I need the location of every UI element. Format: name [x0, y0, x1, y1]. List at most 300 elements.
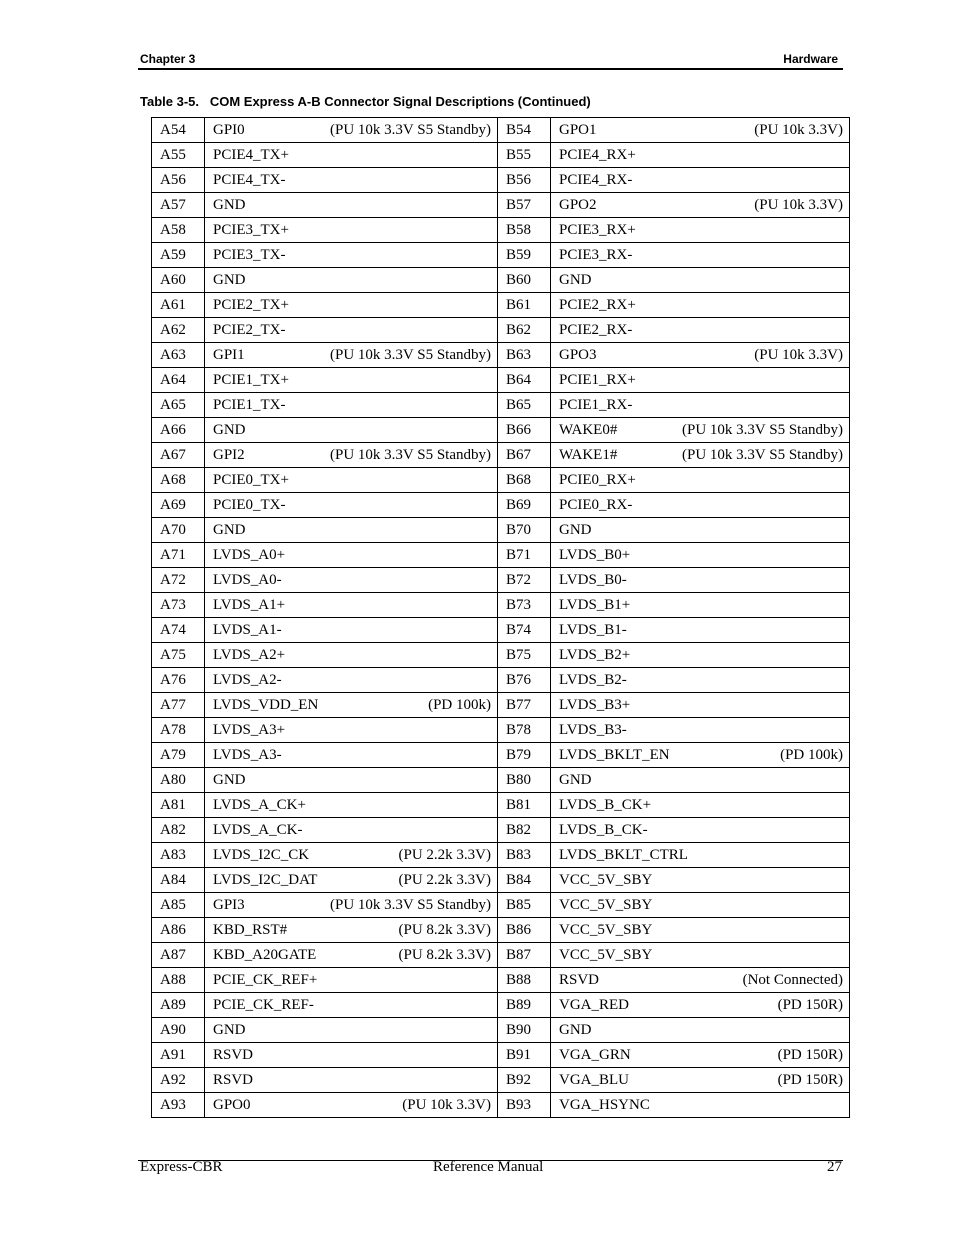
row-a-pin: A61 [152, 293, 205, 318]
signal-name: LVDS_B2+ [559, 646, 631, 663]
row-a-pin: A77 [152, 693, 205, 718]
row-a-pin: A56 [152, 168, 205, 193]
row-b-signal [551, 168, 850, 193]
table-row [152, 693, 850, 718]
row-a-signal [205, 268, 498, 293]
row-b-signal [551, 743, 850, 768]
row-a-pin: A75 [152, 643, 205, 668]
row-b-pin: B59 [498, 243, 551, 268]
row-b-signal [551, 643, 850, 668]
row-a-signal [205, 643, 498, 668]
signal-name: LVDS_VDD_EN [213, 696, 319, 713]
signal-name: PCIE3_TX- [213, 246, 286, 263]
row-a-pin: A87 [152, 943, 205, 968]
signal-note: (PU 10k 3.3V S5 Standby) [330, 446, 491, 463]
row-a-pin: A67 [152, 443, 205, 468]
table-row [152, 1068, 850, 1093]
row-b-pin: B54 [498, 118, 551, 143]
signal-note: (PD 150R) [777, 996, 843, 1013]
row-b-signal [551, 693, 850, 718]
row-a-signal [205, 743, 498, 768]
signal-name: GND [213, 421, 246, 438]
signal-note: (PU 10k 3.3V) [754, 346, 843, 363]
table-row [152, 168, 850, 193]
row-b-pin: B90 [498, 1018, 551, 1043]
table-row [152, 518, 850, 543]
row-a-signal [205, 368, 498, 393]
row-b-pin: B60 [498, 268, 551, 293]
signal-table-body [152, 118, 850, 1118]
signal-name: PCIE4_TX- [213, 171, 286, 188]
row-b-signal [551, 668, 850, 693]
row-a-pin: A79 [152, 743, 205, 768]
header-rule [138, 68, 843, 70]
signal-name: LVDS_A3- [213, 746, 282, 763]
row-b-pin: B71 [498, 543, 551, 568]
row-b-pin: B61 [498, 293, 551, 318]
row-a-signal [205, 343, 498, 368]
table-row [152, 493, 850, 518]
row-a-pin: A70 [152, 518, 205, 543]
signal-note: (PU 10k 3.3V S5 Standby) [682, 446, 843, 463]
row-b-signal [551, 368, 850, 393]
table-row [152, 318, 850, 343]
row-b-pin: B69 [498, 493, 551, 518]
row-a-pin: A55 [152, 143, 205, 168]
row-b-pin: B93 [498, 1093, 551, 1118]
row-b-signal [551, 1093, 850, 1118]
row-b-pin: B58 [498, 218, 551, 243]
row-b-pin: B78 [498, 718, 551, 743]
table-row [152, 893, 850, 918]
signal-name: GND [213, 1021, 246, 1038]
signal-name: RSVD [213, 1071, 254, 1088]
signal-name: WAKE1# [559, 446, 618, 463]
row-b-signal [551, 818, 850, 843]
signal-name: GPI2 [213, 446, 245, 463]
signal-name: PCIE4_TX+ [213, 146, 289, 163]
row-b-pin: B89 [498, 993, 551, 1018]
signal-name: GND [213, 196, 246, 213]
page-number: 27 [827, 1159, 842, 1175]
signal-name: LVDS_B3- [559, 721, 627, 738]
signal-name: LVDS_A1- [213, 621, 282, 638]
row-b-pin: B65 [498, 393, 551, 418]
row-a-signal [205, 893, 498, 918]
signal-name: RSVD [559, 971, 600, 988]
signal-name: LVDS_B3+ [559, 696, 631, 713]
row-a-pin: A68 [152, 468, 205, 493]
table-row [152, 1043, 850, 1068]
row-a-signal [205, 1068, 498, 1093]
signal-name: LVDS_B0+ [559, 546, 631, 563]
table-caption: Table 3-5. COM Express A-B Connector Signal Descriptions (Continued) [140, 94, 591, 109]
signal-name: PCIE2_RX+ [559, 296, 636, 313]
signal-name: KBD_RST# [213, 921, 288, 938]
row-a-signal [205, 443, 498, 468]
signal-name: PCIE0_RX- [559, 496, 633, 513]
table-row [152, 218, 850, 243]
row-b-pin: B73 [498, 593, 551, 618]
row-b-signal [551, 968, 850, 993]
row-b-pin: B84 [498, 868, 551, 893]
signal-name: LVDS_B_CK+ [559, 796, 652, 813]
row-a-signal [205, 668, 498, 693]
table-row [152, 443, 850, 468]
row-b-signal [551, 543, 850, 568]
signal-note: (PU 10k 3.3V) [402, 1096, 491, 1113]
signal-name: VCC_5V_SBY [559, 946, 653, 963]
row-a-signal [205, 468, 498, 493]
signal-note: (PU 10k 3.3V) [754, 121, 843, 138]
table-row [152, 418, 850, 443]
signal-note: (PU 10k 3.3V S5 Standby) [330, 896, 491, 913]
signal-name: WAKE0# [559, 421, 618, 438]
row-a-signal [205, 793, 498, 818]
row-a-signal [205, 1093, 498, 1118]
signal-note: (PD 100k) [780, 746, 843, 763]
row-a-pin: A81 [152, 793, 205, 818]
row-b-signal [551, 118, 850, 143]
row-b-pin: B56 [498, 168, 551, 193]
row-a-pin: A73 [152, 593, 205, 618]
row-b-signal [551, 343, 850, 368]
row-b-pin: B55 [498, 143, 551, 168]
table-row [152, 1018, 850, 1043]
row-b-pin: B83 [498, 843, 551, 868]
table-row [152, 243, 850, 268]
signal-name: PCIE2_TX+ [213, 296, 289, 313]
signal-note: (PU 8.2k 3.3V) [398, 921, 491, 938]
signal-name: VGA_BLU [559, 1071, 629, 1088]
row-a-pin: A93 [152, 1093, 205, 1118]
signal-name: PCIE4_RX+ [559, 146, 636, 163]
row-b-signal [551, 593, 850, 618]
table-row [152, 468, 850, 493]
running-header-chapter: Chapter 3 [140, 52, 196, 66]
row-b-pin: B82 [498, 818, 551, 843]
table-row [152, 393, 850, 418]
table-row [152, 768, 850, 793]
row-b-pin: B87 [498, 943, 551, 968]
signal-name: GPO0 [213, 1096, 251, 1113]
row-a-signal [205, 593, 498, 618]
table-row [152, 993, 850, 1018]
signal-name: PCIE1_RX- [559, 396, 633, 413]
signal-name: GPI0 [213, 121, 245, 138]
signal-name: LVDS_A_CK- [213, 821, 303, 838]
row-b-signal [551, 618, 850, 643]
row-a-pin: A83 [152, 843, 205, 868]
row-a-pin: A59 [152, 243, 205, 268]
signal-name: PCIE2_RX- [559, 321, 633, 338]
signal-name: LVDS_B_CK- [559, 821, 648, 838]
row-a-signal [205, 193, 498, 218]
signal-name: PCIE3_RX+ [559, 221, 636, 238]
signal-name: GND [559, 271, 592, 288]
row-b-pin: B66 [498, 418, 551, 443]
signal-name: PCIE1_RX+ [559, 371, 636, 388]
signal-name: LVDS_A_CK+ [213, 796, 306, 813]
row-b-signal [551, 393, 850, 418]
signal-name: LVDS_A3+ [213, 721, 286, 738]
row-a-signal [205, 843, 498, 868]
row-a-signal [205, 768, 498, 793]
signal-name: LVDS_I2C_CK [213, 846, 310, 863]
row-b-signal [551, 293, 850, 318]
table-row [152, 643, 850, 668]
row-a-signal [205, 243, 498, 268]
row-a-signal [205, 143, 498, 168]
row-b-pin: B64 [498, 368, 551, 393]
signal-note: (PU 2.2k 3.3V) [398, 871, 491, 888]
row-b-signal [551, 193, 850, 218]
row-a-pin: A54 [152, 118, 205, 143]
signal-name: PCIE4_RX- [559, 171, 633, 188]
signal-name: GND [213, 771, 246, 788]
signal-name: KBD_A20GATE [213, 946, 317, 963]
row-a-signal [205, 693, 498, 718]
row-a-pin: A58 [152, 218, 205, 243]
table-row [152, 543, 850, 568]
row-a-pin: A69 [152, 493, 205, 518]
row-a-pin: A62 [152, 318, 205, 343]
row-a-pin: A74 [152, 618, 205, 643]
signal-name: PCIE1_TX- [213, 396, 286, 413]
row-a-pin: A82 [152, 818, 205, 843]
table-row [152, 718, 850, 743]
signal-note: (PU 8.2k 3.3V) [398, 946, 491, 963]
row-b-pin: B70 [498, 518, 551, 543]
row-b-signal [551, 218, 850, 243]
row-b-pin: B81 [498, 793, 551, 818]
signal-name: RSVD [213, 1046, 254, 1063]
table-row [152, 818, 850, 843]
signal-name: LVDS_A2+ [213, 646, 286, 663]
row-b-signal [551, 318, 850, 343]
row-a-signal [205, 943, 498, 968]
row-a-pin: A91 [152, 1043, 205, 1068]
row-b-signal [551, 268, 850, 293]
signal-name: PCIE0_TX+ [213, 471, 289, 488]
signal-name: VCC_5V_SBY [559, 921, 653, 938]
row-b-pin: B88 [498, 968, 551, 993]
signal-name: VGA_RED [559, 996, 629, 1013]
row-a-pin: A71 [152, 543, 205, 568]
row-b-signal [551, 893, 850, 918]
row-b-signal [551, 1068, 850, 1093]
table-row [152, 118, 850, 143]
row-a-signal [205, 993, 498, 1018]
table-row [152, 743, 850, 768]
table-row [152, 1093, 850, 1118]
signal-name: PCIE0_RX+ [559, 471, 636, 488]
table-row [152, 868, 850, 893]
row-b-signal [551, 468, 850, 493]
row-a-signal [205, 918, 498, 943]
signal-name: VCC_5V_SBY [559, 871, 653, 888]
table-row [152, 143, 850, 168]
signal-note: (PU 10k 3.3V S5 Standby) [330, 121, 491, 138]
row-a-pin: A89 [152, 993, 205, 1018]
signal-name: GPO1 [559, 121, 597, 138]
row-a-pin: A72 [152, 568, 205, 593]
row-b-signal [551, 518, 850, 543]
row-b-signal [551, 418, 850, 443]
row-a-signal [205, 818, 498, 843]
table-row [152, 293, 850, 318]
running-header-section: Hardware [783, 52, 838, 66]
signal-name: GND [559, 1021, 592, 1038]
row-a-signal [205, 518, 498, 543]
row-b-pin: B86 [498, 918, 551, 943]
signal-name: LVDS_B1+ [559, 596, 631, 613]
row-a-pin: A84 [152, 868, 205, 893]
signal-name: LVDS_BKLT_CTRL [559, 846, 688, 863]
row-b-signal [551, 1018, 850, 1043]
signal-name: GPI1 [213, 346, 245, 363]
row-a-signal [205, 393, 498, 418]
signal-note: (PU 10k 3.3V S5 Standby) [682, 421, 843, 438]
row-a-pin: A76 [152, 668, 205, 693]
row-a-signal [205, 118, 498, 143]
signal-name: GPO2 [559, 196, 597, 213]
signal-name: GND [213, 271, 246, 288]
table-row [152, 918, 850, 943]
signal-name: PCIE2_TX- [213, 321, 286, 338]
table-row [152, 943, 850, 968]
row-a-signal [205, 1043, 498, 1068]
signal-name: LVDS_A0- [213, 571, 282, 588]
row-a-signal [205, 318, 498, 343]
row-b-signal [551, 943, 850, 968]
signal-name: VGA_HSYNC [559, 1096, 650, 1113]
row-b-pin: B74 [498, 618, 551, 643]
row-b-pin: B79 [498, 743, 551, 768]
row-a-pin: A86 [152, 918, 205, 943]
row-a-signal [205, 868, 498, 893]
footer-document: Reference Manual [433, 1159, 544, 1175]
row-b-signal [551, 868, 850, 893]
signal-name: LVDS_A1+ [213, 596, 286, 613]
row-b-pin: B76 [498, 668, 551, 693]
signal-name: GND [559, 521, 592, 538]
table-row [152, 568, 850, 593]
table-row [152, 968, 850, 993]
row-a-pin: A60 [152, 268, 205, 293]
signal-name: GPO3 [559, 346, 597, 363]
row-b-signal [551, 243, 850, 268]
row-b-pin: B80 [498, 768, 551, 793]
signal-name: GPI3 [213, 896, 245, 913]
signal-table [151, 117, 850, 1118]
row-b-pin: B62 [498, 318, 551, 343]
row-b-pin: B92 [498, 1068, 551, 1093]
row-a-signal [205, 493, 498, 518]
row-a-signal [205, 718, 498, 743]
row-b-signal [551, 843, 850, 868]
row-a-pin: A63 [152, 343, 205, 368]
row-b-pin: B75 [498, 643, 551, 668]
row-a-pin: A88 [152, 968, 205, 993]
signal-name: LVDS_B2- [559, 671, 627, 688]
row-b-signal [551, 718, 850, 743]
table-row [152, 368, 850, 393]
signal-name: LVDS_A0+ [213, 546, 286, 563]
row-a-pin: A57 [152, 193, 205, 218]
table-row [152, 843, 850, 868]
signal-note: (PD 150R) [777, 1071, 843, 1088]
row-a-signal [205, 968, 498, 993]
row-a-pin: A90 [152, 1018, 205, 1043]
row-b-signal [551, 443, 850, 468]
row-a-pin: A80 [152, 768, 205, 793]
row-a-pin: A65 [152, 393, 205, 418]
row-a-pin: A78 [152, 718, 205, 743]
signal-name: PCIE3_RX- [559, 246, 633, 263]
signal-name: PCIE1_TX+ [213, 371, 289, 388]
row-a-signal [205, 168, 498, 193]
signal-name: LVDS_B0- [559, 571, 627, 588]
signal-note: (PD 100k) [428, 696, 491, 713]
signal-note: (PU 10k 3.3V) [754, 196, 843, 213]
row-b-pin: B57 [498, 193, 551, 218]
table-row [152, 193, 850, 218]
row-a-signal [205, 618, 498, 643]
row-b-signal [551, 918, 850, 943]
signal-name: LVDS_B1- [559, 621, 627, 638]
row-b-signal [551, 993, 850, 1018]
signal-note: (PU 10k 3.3V S5 Standby) [330, 346, 491, 363]
row-a-signal [205, 293, 498, 318]
row-b-signal [551, 493, 850, 518]
signal-name: GND [213, 521, 246, 538]
signal-name: PCIE_CK_REF- [213, 996, 314, 1013]
row-a-pin: A85 [152, 893, 205, 918]
row-b-pin: B77 [498, 693, 551, 718]
signal-name: LVDS_BKLT_EN [559, 746, 670, 763]
signal-name: LVDS_A2- [213, 671, 282, 688]
row-b-pin: B72 [498, 568, 551, 593]
table-row [152, 343, 850, 368]
row-b-signal [551, 768, 850, 793]
table-row [152, 268, 850, 293]
signal-name: LVDS_I2C_DAT [213, 871, 318, 888]
signal-name: VGA_GRN [559, 1046, 631, 1063]
row-a-signal [205, 1018, 498, 1043]
row-b-pin: B63 [498, 343, 551, 368]
row-a-signal [205, 418, 498, 443]
row-b-pin: B67 [498, 443, 551, 468]
row-b-signal [551, 143, 850, 168]
row-b-signal [551, 793, 850, 818]
signal-name: GND [559, 771, 592, 788]
row-b-pin: B85 [498, 893, 551, 918]
signal-name: VCC_5V_SBY [559, 896, 653, 913]
signal-note: (PD 150R) [777, 1046, 843, 1063]
signal-note: (Not Connected) [742, 971, 843, 988]
signal-name: PCIE3_TX+ [213, 221, 289, 238]
table-row [152, 793, 850, 818]
footer-product: Express-CBR [140, 1159, 223, 1175]
signal-note: (PU 2.2k 3.3V) [398, 846, 491, 863]
row-b-signal [551, 568, 850, 593]
row-a-pin: A92 [152, 1068, 205, 1093]
table-row [152, 593, 850, 618]
row-a-signal [205, 543, 498, 568]
signal-name: PCIE0_TX- [213, 496, 286, 513]
table-row [152, 618, 850, 643]
